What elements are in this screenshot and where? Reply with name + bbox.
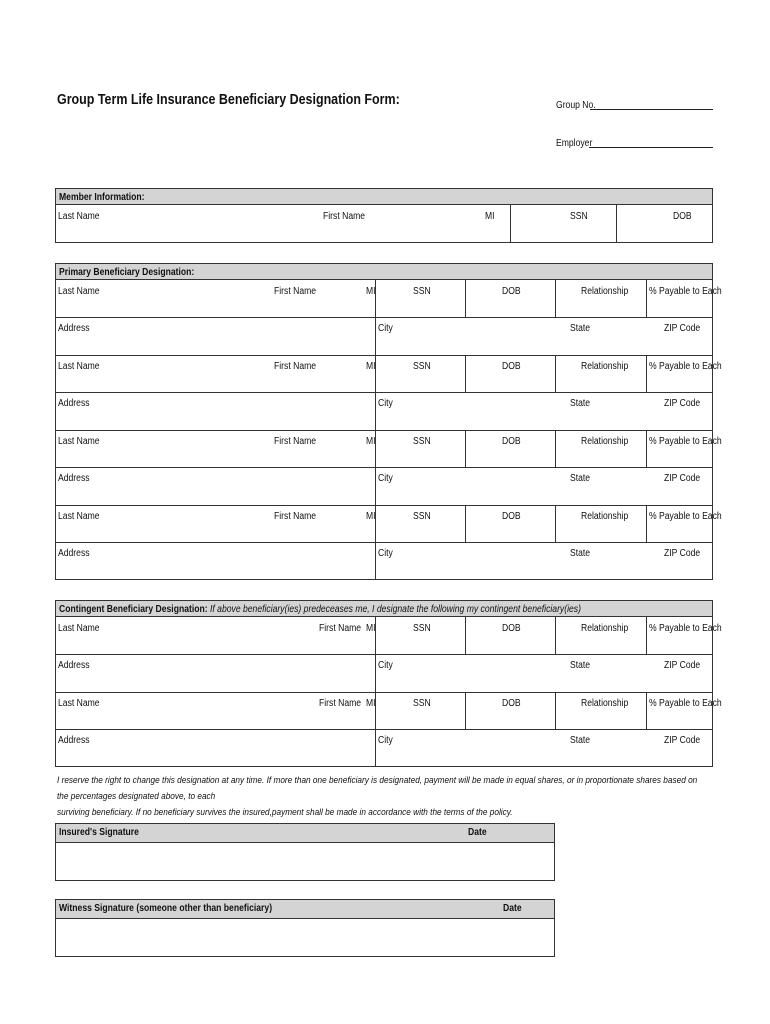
contingent-relationship-label: Relationship — [581, 698, 629, 709]
primary-first-name-label: First Name — [274, 511, 317, 522]
contingent-state-label: State — [570, 735, 591, 746]
primary-dob-label: DOB — [502, 511, 521, 522]
insured-signature-box[interactable] — [55, 823, 555, 881]
disclaimer-text: I reserve the right to change this designation at any time. If more than one beneficiary is designated, payment will be made in equal shares, or in proportionate shares based on the percentages designated above, to each surviving beneficiary. If no beneficiary survives the insured,payment shall be made in accordance with the terms of the policy. — [57, 775, 698, 818]
member-mi-label: MI — [485, 211, 495, 222]
primary-beneficiary-box[interactable] — [55, 279, 722, 580]
primary-last-name-label: Last Name — [58, 436, 100, 447]
primary-payable-label: % Payable to Each — [649, 286, 722, 297]
insured-signature-label: Insured's Signature — [59, 827, 139, 838]
primary-first-name-label: First Name — [274, 361, 317, 372]
primary-payable-label: % Payable to Each — [649, 511, 722, 522]
primary-state-label: State — [570, 473, 591, 484]
primary-dob-label: DOB — [502, 361, 521, 372]
primary-relationship-label: Relationship — [581, 511, 629, 522]
contingent-beneficiary-header: Contingent Beneficiary Designation: If above beneficiary(ies) predeceases me, I designate the following my contingent beneficiary(ies) — [55, 600, 713, 617]
primary-ssn-label: SSN — [413, 286, 431, 297]
contingent-zip-label: ZIP Code — [664, 735, 701, 746]
primary-relationship-label: Relationship — [581, 436, 629, 447]
contingent-state-label: State — [570, 660, 591, 671]
primary-ssn-label: SSN — [413, 436, 431, 447]
primary-last-name-label: Last Name — [58, 511, 100, 522]
contingent-payable-label: % Payable to Each — [649, 698, 722, 709]
contingent-ssn-label: SSN — [413, 623, 431, 634]
witness-date-label: Date — [503, 903, 522, 914]
primary-state-label: State — [570, 398, 591, 409]
primary-mi-label: MI — [366, 361, 376, 372]
group-no-field[interactable] — [590, 109, 713, 110]
primary-city-label: City — [378, 548, 393, 559]
member-first-name-label: First Name — [323, 211, 366, 222]
primary-last-name-label: Last Name — [58, 286, 100, 297]
contingent-relationship-label: Relationship — [581, 623, 629, 634]
primary-zip-label: ZIP Code — [664, 548, 701, 559]
primary-address-label: Address — [58, 323, 90, 334]
contingent-zip-label: ZIP Code — [664, 660, 701, 671]
witness-signature-label: Witness Signature (someone other than beneficiary) — [59, 903, 273, 914]
contingent-beneficiary-box[interactable] — [55, 616, 722, 767]
primary-mi-label: MI — [366, 286, 376, 297]
contingent-dob-label: DOB — [502, 698, 521, 709]
contingent-dob-label: DOB — [502, 623, 521, 634]
primary-ssn-label: SSN — [413, 511, 431, 522]
contingent-mi-label: MI — [366, 698, 376, 709]
contingent-address-label: Address — [58, 660, 90, 671]
contingent-city-label: City — [378, 735, 393, 746]
primary-zip-label: ZIP Code — [664, 323, 701, 334]
primary-city-label: City — [378, 473, 393, 484]
primary-city-label: City — [378, 398, 393, 409]
insured-date-label: Date — [468, 827, 487, 838]
primary-zip-label: ZIP Code — [664, 473, 701, 484]
contingent-mi-label: MI — [366, 623, 376, 634]
contingent-first-name-label: First Name — [319, 623, 362, 634]
primary-first-name-label: First Name — [274, 286, 317, 297]
contingent-first-name-label: First Name — [319, 698, 362, 709]
member-ssn-label: SSN — [570, 211, 588, 222]
group-no-label: Group No. — [556, 100, 596, 111]
primary-city-label: City — [378, 323, 393, 334]
contingent-last-name-label: Last Name — [58, 623, 100, 634]
primary-address-label: Address — [58, 548, 90, 559]
contingent-address-label: Address — [58, 735, 90, 746]
primary-ssn-label: SSN — [413, 361, 431, 372]
primary-zip-label: ZIP Code — [664, 398, 701, 409]
primary-dob-label: DOB — [502, 436, 521, 447]
primary-payable-label: % Payable to Each — [649, 361, 722, 372]
primary-relationship-label: Relationship — [581, 361, 629, 372]
primary-relationship-label: Relationship — [581, 286, 629, 297]
primary-state-label: State — [570, 548, 591, 559]
primary-state-label: State — [570, 323, 591, 334]
primary-address-label: Address — [58, 398, 90, 409]
primary-payable-label: % Payable to Each — [649, 436, 722, 447]
primary-dob-label: DOB — [502, 286, 521, 297]
primary-last-name-label: Last Name — [58, 361, 100, 372]
member-info-box[interactable] — [55, 204, 713, 243]
member-dob-label: DOB — [673, 211, 692, 222]
member-last-name-label: Last Name — [58, 211, 100, 222]
contingent-ssn-label: SSN — [413, 698, 431, 709]
contingent-payable-label: % Payable to Each — [649, 623, 722, 634]
contingent-last-name-label: Last Name — [58, 698, 100, 709]
contingent-city-label: City — [378, 660, 393, 671]
primary-mi-label: MI — [366, 436, 376, 447]
primary-first-name-label: First Name — [274, 436, 317, 447]
form-title: Group Term Life Insurance Beneficiary Designation Form: — [57, 92, 400, 108]
primary-mi-label: MI — [366, 511, 376, 522]
primary-beneficiary-header: Primary Beneficiary Designation: — [55, 263, 713, 280]
primary-address-label: Address — [58, 473, 90, 484]
employer-field[interactable] — [589, 147, 713, 148]
witness-signature-box[interactable] — [55, 899, 555, 957]
member-info-header: Member Information: — [55, 188, 713, 205]
employer-label: Employer — [556, 138, 593, 149]
